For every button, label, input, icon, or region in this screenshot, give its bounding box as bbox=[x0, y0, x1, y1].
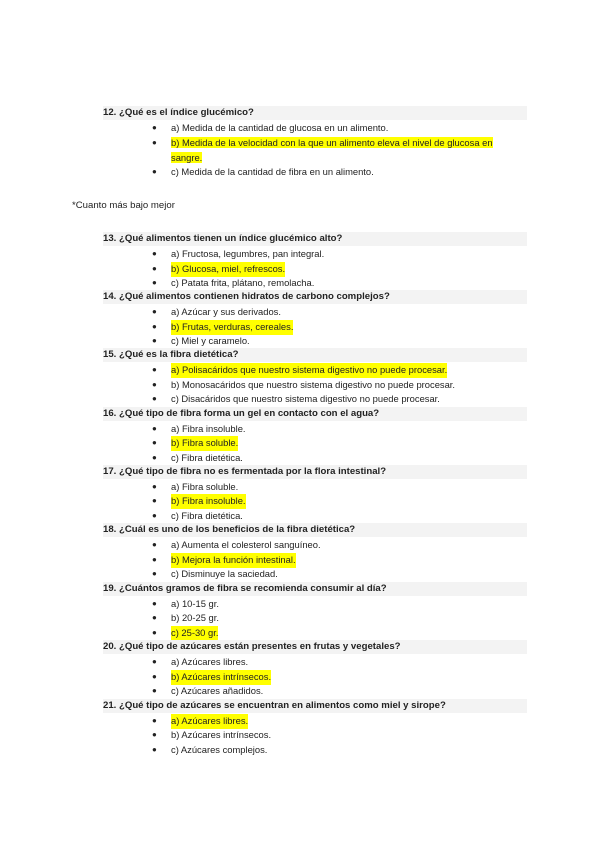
question-16-title: 16. ¿Qué tipo de fibra forma un gel en contacto con el agua? bbox=[103, 407, 527, 421]
bullet-icon: ● bbox=[152, 264, 157, 273]
question-15-title: 15. ¿Qué es la fibra dietética? bbox=[103, 348, 527, 362]
bullet-icon: ● bbox=[152, 672, 157, 681]
bullet-icon: ● bbox=[152, 628, 157, 637]
bullet-icon: ● bbox=[152, 453, 157, 462]
bullet-icon: ● bbox=[152, 730, 157, 739]
bullet-icon: ● bbox=[152, 555, 157, 564]
question-17-title: 17. ¿Qué tipo de fibra no es fermentada por la flora intestinal? bbox=[103, 465, 527, 479]
bullet-icon: ● bbox=[152, 745, 157, 754]
bullet-icon: ● bbox=[152, 380, 157, 389]
bullet-icon: ● bbox=[152, 123, 157, 132]
bullet-icon: ● bbox=[152, 657, 157, 666]
note-text: *Cuanto más bajo mejor bbox=[72, 200, 175, 211]
bullet-icon: ● bbox=[152, 138, 157, 147]
question-13-title: 13. ¿Qué alimentos tienen un índice glucémico alto? bbox=[103, 232, 527, 246]
bullet-icon: ● bbox=[152, 569, 157, 578]
document-page: 12. ¿Qué es el índice glucémico? ● a) Medida de la cantidad de glucosa en un alimento. ● b) Medida de la velocidad con la que un alimento eleva el nivel de glucosa en sangre. ● c) Medida de la cantidad de fibra en un alimento. *Cuanto más bajo mejor 13. ¿Qué alimentos tienen un índice glucémico alto? ● a) Fructosa, legumbres, pan integral. ● b) Glucosa, miel, refrescos. ● c) Patata frita, plátano, remolacha. 14. ¿Qué alimentos contienen hidratos de carbono complejos? ● a) Azúcar y sus derivados. ● b) Frutas, verduras, cereales. ● c) Miel y caramelo. 15. ¿Qué es la fibra dietética? ● a) Polisacáridos que nuestro sistema digestivo no puede procesar. ● b) Monosacáridos que nuestro sistema digestivo no puede procesar. ● c) Disacáridos que nuestro sistema digestivo no puede procesar. 16. ¿Qué tipo de fibra forma un gel en contacto con el agua? ● a) Fibra insoluble. ● b) Fibra soluble. ● c) Fibra dietética. 17. ¿Qué tipo de fibra no es fermentada por la flora intestinal? ● a) Fibra soluble. ● b) Fibra insoluble. ● c) Fibra dietética. 18. ¿Cuál es uno de los beneficios de la fibra dietética? ● a) Aumenta el colesterol sanguíneo. ● b) Mejora la función intestinal. ● c) Disminuye la saciedad. 19. ¿Cuántos gramos de fibra se recomienda consumir al día? ● a) 10-15 gr. ● b) 20-25 gr. ● c) 25-30 gr. 20. ¿Qué tipo de azúcares están presentes en frutas y vegetales? ● a) Azúcares libres. ● b) Azúcares intrínsecos. ● c) Azúcares añadidos. 21. ¿Qué tipo de azúcares se encuentran en alimentos como miel y sirope? ● a) Azúcares libres. ● b) Azúcares intrínsecos. ● c) Azúcares complejos. bbox=[0, 0, 600, 848]
question-14-title: 14. ¿Qué alimentos contienen hidratos de carbono complejos? bbox=[103, 290, 527, 304]
bullet-icon: ● bbox=[152, 496, 157, 505]
bullet-icon: ● bbox=[152, 482, 157, 491]
bullet-icon: ● bbox=[152, 365, 157, 374]
bullet-icon: ● bbox=[152, 686, 157, 695]
bullet-icon: ● bbox=[152, 438, 157, 447]
question-18-title: 18. ¿Cuál es uno de los beneficios de la fibra dietética? bbox=[103, 523, 527, 537]
bullet-icon: ● bbox=[152, 167, 157, 176]
bullet-icon: ● bbox=[152, 249, 157, 258]
question-21-title: 21. ¿Qué tipo de azúcares se encuentran en alimentos como miel y sirope? bbox=[103, 699, 527, 713]
question-20-title: 20. ¿Qué tipo de azúcares están presentes en frutas y vegetales? bbox=[103, 640, 527, 654]
bullet-icon: ● bbox=[152, 540, 157, 549]
question-19-title: 19. ¿Cuántos gramos de fibra se recomienda consumir al día? bbox=[103, 582, 527, 596]
bullet-icon: ● bbox=[152, 322, 157, 331]
bullet-icon: ● bbox=[152, 511, 157, 520]
bullet-icon: ● bbox=[152, 394, 157, 403]
bullet-icon: ● bbox=[152, 716, 157, 725]
bullet-icon: ● bbox=[152, 613, 157, 622]
bullet-icon: ● bbox=[152, 307, 157, 316]
bullet-icon: ● bbox=[152, 424, 157, 433]
bullet-icon: ● bbox=[152, 336, 157, 345]
bullet-icon: ● bbox=[152, 278, 157, 287]
question-12-title: 12. ¿Qué es el índice glucémico? bbox=[103, 106, 527, 120]
bullet-icon: ● bbox=[152, 599, 157, 608]
